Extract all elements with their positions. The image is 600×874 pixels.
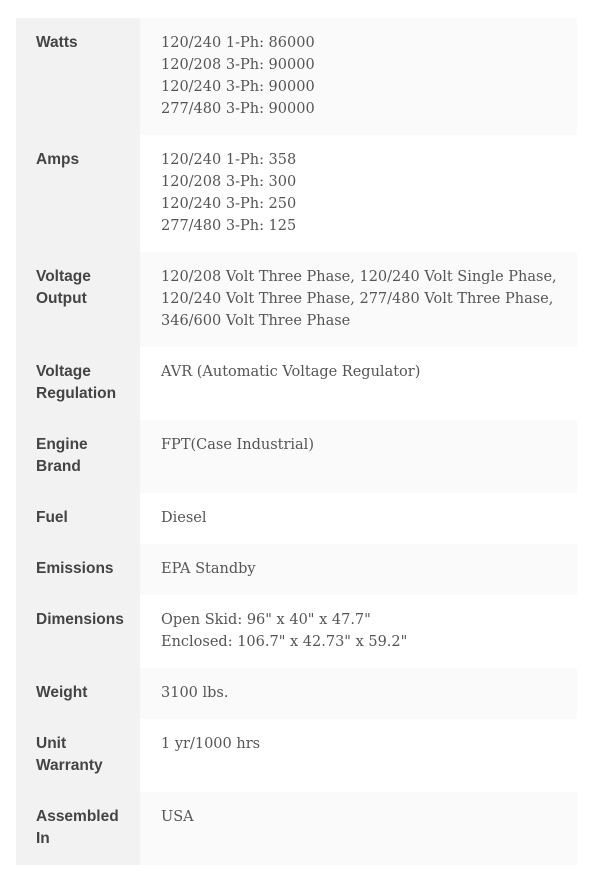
- spec-row-weight: [16, 668, 577, 719]
- spec-label: Engine Brand: [16, 420, 140, 493]
- spec-row-dimensions: [16, 595, 577, 668]
- spec-row-voltage-regulation: [16, 347, 577, 420]
- spec-value-line: 120/208 Volt Three Phase, 120/240 Volt Single Phase,: [161, 269, 557, 285]
- spec-value-line: 3100 lbs.: [161, 685, 229, 701]
- spec-value: [140, 252, 577, 347]
- spec-label: Voltage Regulation: [16, 347, 140, 420]
- spec-value-line: FPT(Case Industrial): [161, 437, 314, 453]
- spec-row-voltage-output: [16, 252, 577, 347]
- spec-value-line: 277/480 3-Ph: 90000: [161, 101, 315, 117]
- spec-value-line: AVR (Automatic Voltage Regulator): [161, 364, 421, 380]
- spec-value: [140, 420, 577, 493]
- spec-value: [140, 595, 577, 668]
- spec-row-emissions: [16, 544, 577, 595]
- spec-label: Fuel: [16, 493, 140, 544]
- spec-value: [140, 135, 577, 252]
- spec-value-line: USA: [161, 809, 194, 825]
- spec-value-line: 120/208 3-Ph: 300: [161, 174, 297, 190]
- spec-label: Emissions: [16, 544, 140, 595]
- spec-row-unit-warranty: [16, 719, 577, 792]
- spec-table: [16, 18, 577, 865]
- spec-label: Assembled In: [16, 792, 140, 865]
- spec-label: Dimensions: [16, 595, 140, 668]
- spec-value: [140, 18, 577, 135]
- spec-value-line: 120/240 3-Ph: 90000: [161, 79, 315, 95]
- spec-value: [140, 719, 577, 792]
- spec-value-line: 346/600 Volt Three Phase: [161, 313, 351, 329]
- spec-value-line: 120/240 3-Ph: 250: [161, 196, 297, 212]
- spec-value-line: Open Skid: 96" x 40" x 47.7": [161, 612, 371, 628]
- spec-value-line: EPA Standby: [161, 561, 256, 577]
- spec-value-line: 120/208 3-Ph: 90000: [161, 57, 315, 73]
- spec-label: Amps: [16, 135, 140, 252]
- spec-value-line: 120/240 1-Ph: 86000: [161, 35, 315, 51]
- spec-value-line: 1 yr/1000 hrs: [161, 736, 261, 752]
- spec-row-assembled-in: [16, 792, 577, 865]
- spec-value: [140, 792, 577, 865]
- spec-value-line: Diesel: [161, 510, 207, 526]
- spec-row-watts: [16, 18, 577, 135]
- spec-value: [140, 347, 577, 420]
- spec-label: Weight: [16, 668, 140, 719]
- spec-label: Voltage Output: [16, 252, 140, 347]
- spec-value-line: 120/240 1-Ph: 358: [161, 152, 297, 168]
- spec-value: [140, 544, 577, 595]
- spec-value-line: Enclosed: 106.7" x 42.73" x 59.2": [161, 634, 408, 650]
- spec-label: Watts: [16, 18, 140, 135]
- spec-label: Unit Warranty: [16, 719, 140, 792]
- spec-value: [140, 668, 577, 719]
- spec-value-line: 120/240 Volt Three Phase, 277/480 Volt Three Phase,: [161, 291, 554, 307]
- spec-value: [140, 493, 577, 544]
- spec-row-amps: [16, 135, 577, 252]
- spec-value-line: 277/480 3-Ph: 125: [161, 218, 297, 234]
- spec-row-fuel: [16, 493, 577, 544]
- spec-row-engine-brand: [16, 420, 577, 493]
